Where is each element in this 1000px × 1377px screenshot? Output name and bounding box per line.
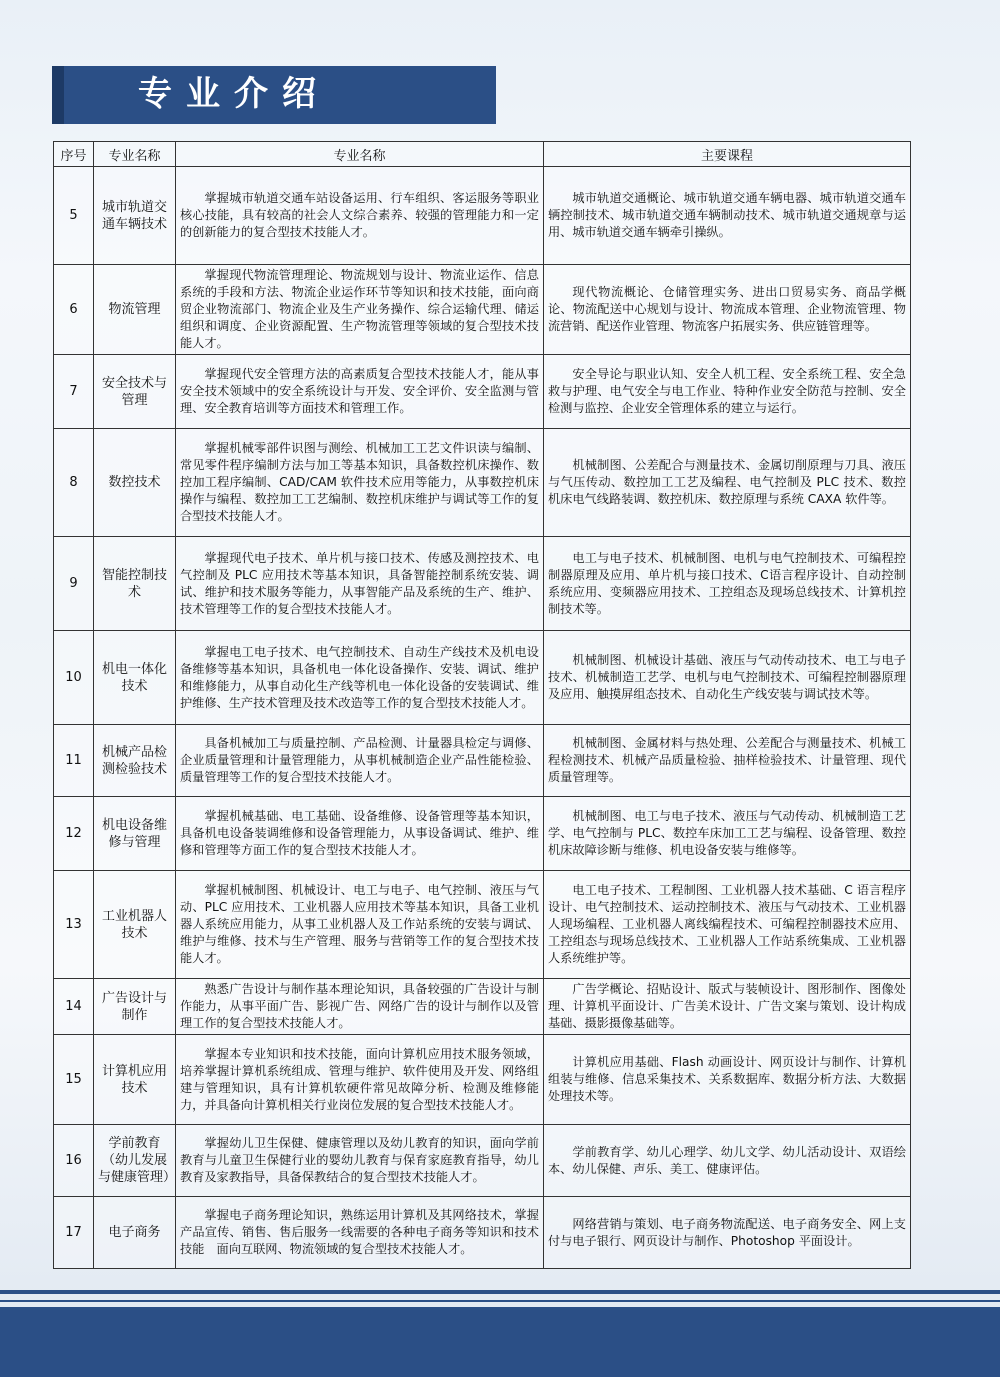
row-description: 熟悉广告设计与制作基本理论知识，具备较强的广告设计与制作能力，从事平面广告、影视广告、网络广告的设计与制作以及管理工作的复合型技术技能人才。 (176, 979, 544, 1035)
page-title: 专业介绍 (138, 74, 330, 114)
table-row (54, 167, 911, 265)
footer-stripe-top (0, 1290, 1000, 1294)
footer-band (0, 1307, 1000, 1377)
row-major-name: 智能控制技术 (94, 537, 176, 631)
row-courses: 机械制图、机械设计基础、液压与气动传动技术、电工与电子技术、机械制造工艺学、电机与电气控制技术、可编程控制器原理及应用、触摸屏组态技术、自动化生产线安装与调试技术等。 (544, 631, 911, 725)
row-major-name: 机电一体化技术 (94, 631, 176, 725)
row-description: 掌握机械制图、机械设计、电工与电子、电气控制、液压与气动、PLC 应用技术、工业机器人应用技术等基本知识，具备工业机器人系统应用能力，从事工业机器人及工作站系统的安装与调试、维护与维修、技术与生产管理、服务与营销等工作的复合型技术技能人才。 (176, 871, 544, 979)
row-no: 15 (54, 1035, 94, 1125)
row-description: 掌握电工电子技术、电气控制技术、自动生产线技术及机电设备维修等基本知识，具备机电一体化设备操作、安装、调试、维护和维修能力，从事自动化生产线等机电一体化设备的安装调试、维护维修、生产技术管理及技术改造等工作的复合型技术技能人才。 (176, 631, 544, 725)
row-major-name: 机械产品检测检验技术 (94, 725, 176, 797)
row-major-name: 安全技术与管理 (94, 355, 176, 429)
row-description: 掌握现代安全管理方法的高素质复合型技术技能人才，能从事安全技术领域中的安全系统设计与开发、安全评价、安全监测与管理、安全教育培训等方面技术和管理工作。 (176, 355, 544, 429)
row-major-name: 机电设备维修与管理 (94, 797, 176, 871)
row-no: 6 (54, 265, 94, 355)
footer-stripe-thin (0, 1300, 1000, 1302)
row-no: 10 (54, 631, 94, 725)
row-major-name: 城市轨道交通车辆技术 (94, 167, 176, 265)
row-courses: 学前教育学、幼儿心理学、幼儿文学、幼儿活动设计、双语绘本、幼儿保健、声乐、美工、健康评估。 (544, 1125, 911, 1197)
row-no: 13 (54, 871, 94, 979)
header-no: 序号 (54, 142, 94, 167)
row-courses: 广告学概论、招贴设计、版式与装帧设计、图形制作、图像处理、计算机平面设计、广告美术设计、广告文案与策划、设计构成基础、摄影摄像基础等。 (544, 979, 911, 1035)
row-major-name: 数控技术 (94, 429, 176, 537)
table-row (54, 979, 911, 1035)
table-row (54, 537, 911, 631)
row-no: 8 (54, 429, 94, 537)
row-no: 17 (54, 1197, 94, 1269)
row-major-name: 广告设计与制作 (94, 979, 176, 1035)
row-no: 7 (54, 355, 94, 429)
row-major-name: 电子商务 (94, 1197, 176, 1269)
row-courses: 计算机应用基础、Flash 动画设计、网页设计与制作、计算机组装与维修、信息采集技术、关系数据库、数据分析方法、大数据处理技术等。 (544, 1035, 911, 1125)
table-row (54, 631, 911, 725)
row-courses: 安全导论与职业认知、安全人机工程、安全系统工程、安全急救与护理、电气安全与电工作业、特种作业安全防范与控制、安全检测与监控、企业安全管理体系的建立与运行。 (544, 355, 911, 429)
table-row (54, 871, 911, 979)
row-major-name: 计算机应用技术 (94, 1035, 176, 1125)
row-no: 12 (54, 797, 94, 871)
row-description: 掌握现代物流管理理论、物流规划与设计、物流业运作、信息系统的手段和方法、物流企业运作环节等知识和技术技能，面向商贸企业物流部门、物流企业及生产业务操作、综合运输代理、储运组织和调度、企业资源配置、生产物流管理等领域的复合型技术技能人才。 (176, 265, 544, 355)
row-courses: 电工电子技术、工程制图、工业机器人技术基础、C 语言程序设计、电气控制技术、运动控制技术、液压与气动技术、工业机器人现场编程、工业机器人离线编程技术、可编程控制器技术应用、工控组态与现场总线技术、工业机器人工作站系统集成、工业机器人系统维护等。 (544, 871, 911, 979)
table-row (54, 1197, 911, 1269)
table-header-row (54, 142, 911, 167)
row-courses: 现代物流概论、仓储管理实务、进出口贸易实务、商品学概论、物流配送中心规划与设计、物流成本管理、企业物流管理、物流营销、配送作业管理、物流客户拓展实务、供应链管理等。 (544, 265, 911, 355)
row-courses: 电工与电子技术、机械制图、电机与电气控制技术、可编程控制器原理及应用、单片机与接口技术、C语言程序设计、自动控制系统应用、变频器应用技术、工控组态及现场总线技术、计算机控制技术等。 (544, 537, 911, 631)
row-description: 掌握电子商务理论知识，熟练运用计算机及其网络技术，掌握产品宣传、销售、售后服务一线需要的各种电子商务等知识和技术技能 面向互联网、物流领域的复合型技术技能人才。 (176, 1197, 544, 1269)
table-row (54, 725, 911, 797)
title-accent-stripe (52, 66, 64, 124)
row-no: 16 (54, 1125, 94, 1197)
row-courses: 网络营销与策划、电子商务物流配送、电子商务安全、网上支付与电子银行、网页设计与制作、Photoshop 平面设计。 (544, 1197, 911, 1269)
header-course: 主要课程 (544, 142, 911, 167)
row-no: 14 (54, 979, 94, 1035)
row-no: 11 (54, 725, 94, 797)
table-row (54, 265, 911, 355)
row-courses: 机械制图、公差配合与测量技术、金属切削原理与刀具、液压与气压传动、数控加工工艺及编程、电气控制及 PLC 技术、数控机床电气线路装调、数控机床、数控原理与系统 CAXA 软件等。 (544, 429, 911, 537)
row-major-name: 物流管理 (94, 265, 176, 355)
row-description: 掌握本专业知识和技术技能，面向计算机应用技术服务领域，培养掌握计算机系统组成、管理与维护、软件使用及开发、网络组建与管理知识，具有计算机软硬件常见故障分析、检测及维修能力，并具备向计算机相关行业岗位发展的复合型技术技能人才。 (176, 1035, 544, 1125)
majors-table (53, 141, 911, 1269)
row-description: 掌握幼儿卫生保健、健康管理以及幼儿教育的知识，面向学前教育与儿童卫生保健行业的婴幼儿教育与保育家庭教育指导，幼儿教育及家教指导，具备保教结合的复合型技术技能人才。 (176, 1125, 544, 1197)
table-row (54, 1125, 911, 1197)
row-major-name: 工业机器人技术 (94, 871, 176, 979)
table-row (54, 797, 911, 871)
row-no: 5 (54, 167, 94, 265)
row-major-name: 学前教育（幼儿发展与健康管理） (94, 1125, 176, 1197)
row-description: 掌握机械基础、电工基础、设备维修、设备管理等基本知识，具备机电设备装调维修和设备管理能力，从事设备调试、维护、维修和管理等方面工作的复合型技术技能人才。 (176, 797, 544, 871)
table-row (54, 429, 911, 537)
row-description: 掌握城市轨道交通车站设备运用、行车组织、客运服务等职业核心技能，具有较高的社会人文综合素养、较强的管理能力和一定的创新能力的复合型技术技能人才。 (176, 167, 544, 265)
row-courses: 城市轨道交通概论、城市轨道交通车辆电器、城市轨道交通车辆控制技术、城市轨道交通车辆制动技术、城市轨道交通规章与运用、城市轨道交通车辆牵引操纵。 (544, 167, 911, 265)
row-courses: 机械制图、金属材料与热处理、公差配合与测量技术、机械工程检测技术、机械产品质量检验、抽样检验技术、计量管理、现代质量管理等。 (544, 725, 911, 797)
row-description: 掌握机械零部件识图与测绘、机械加工工艺文件识读与编制、常见零件程序编制方法与加工等基本知识，具备数控机床操作、数控加工程序编制、CAD/CAM 软件技术应用等能力，从事数控机床操作与编程、数控加工工艺编制、数控机床维护与调试等工作的复合型技术技能人才。 (176, 429, 544, 537)
table-row (54, 355, 911, 429)
header-desc: 专业名称 (176, 142, 544, 167)
row-no: 9 (54, 537, 94, 631)
row-description: 具备机械加工与质量控制、产品检测、计量器具检定与调修、企业质量管理和计量管理能力，从事机械制造企业产品性能检验、质量管理等工作的复合型技术技能人才。 (176, 725, 544, 797)
table-row (54, 1035, 911, 1125)
row-courses: 机械制图、电工与电子技术、液压与气动传动、机械制造工艺学、电气控制与 PLC、数控车床加工工艺与编程、设备管理、数控机床故障诊断与维修、机电设备安装与维修等。 (544, 797, 911, 871)
row-description: 掌握现代电子技术、单片机与接口技术、传感及测控技术、电气控制及 PLC 应用技术等基本知识，具备智能控制系统安装、调试、维护和技术服务等能力，从事智能产品及系统的生产、维护、技术管理等工作的复合型技术技能人才。 (176, 537, 544, 631)
header-name: 专业名称 (94, 142, 176, 167)
